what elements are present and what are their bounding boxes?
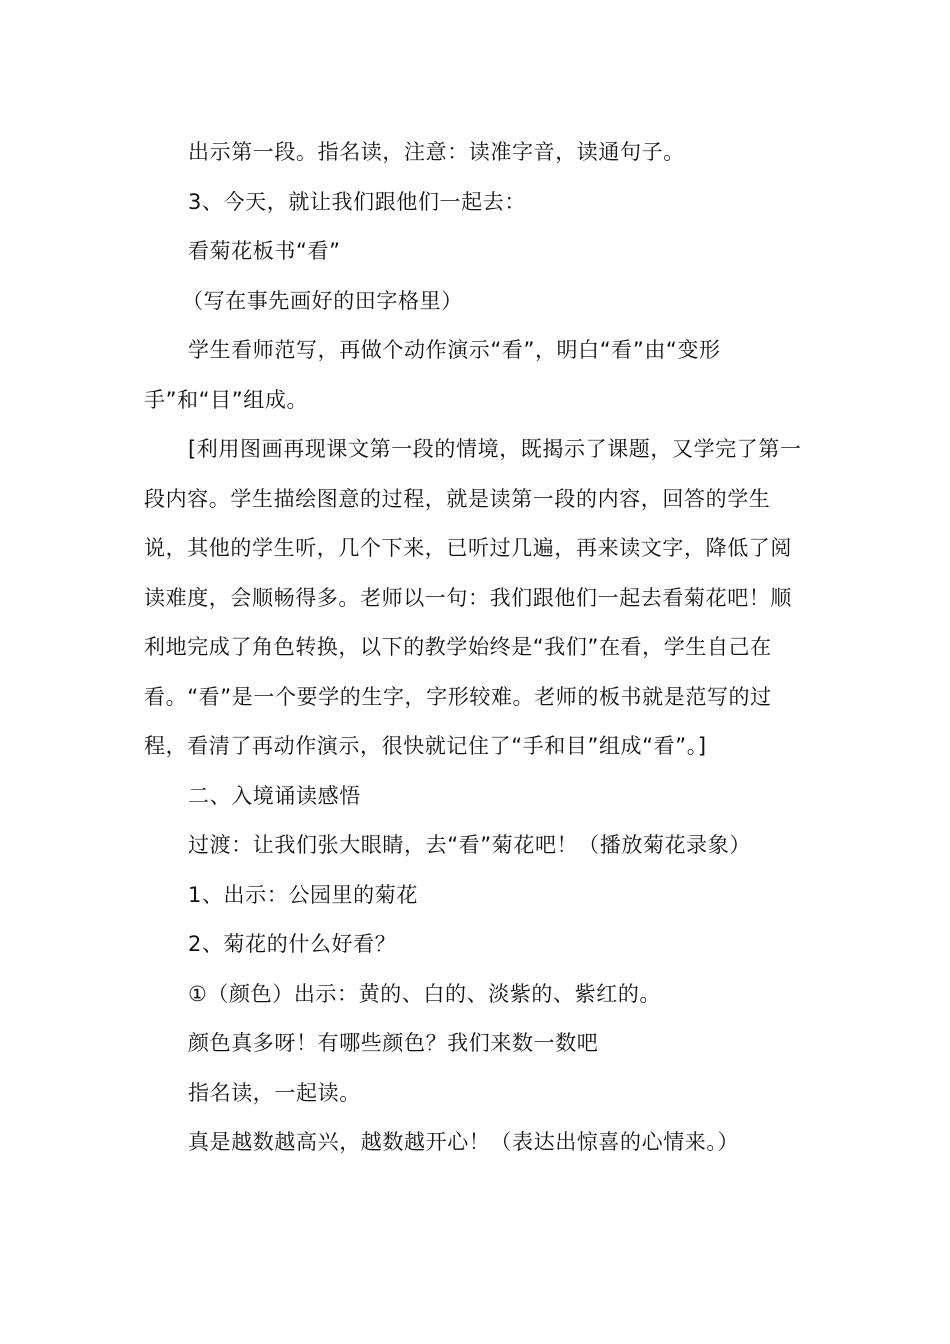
paragraph-12: 颜色真多呀！有哪些颜色？我们来数一数吧 [188, 1031, 599, 1055]
paragraph-14: 真是越数越高兴，越数越开心！（表达出惊喜的心情来。） [188, 1130, 740, 1154]
paragraph-5: 学生看师范写，再做个动作演示“看”，明白“看”由“变形手”和“目”组成。 [144, 338, 721, 412]
paragraph-10: 2、菊花的什么好看？ [188, 932, 397, 956]
paragraph-6: [利用图画再现课文第一段的情境，既揭示了课题，又学完了第一段内容。学生描绘图意的过程，就是读第一段的内容，回答的学生说，其他的学生听，几个下来，已听过几遍，再来读文字，降低了阅读难度，会顺畅得多。老师以一句：我们跟他们一起去看菊花吧！顺利地完成了角色转换，以下的教学始终是“我们”在看，学生自己在看。“看”是一个要学的生字，字形较难。老师的板书就是范写的过程，看清了再动作演示，很快就记住了“手和目”组成“看”。] [144, 437, 802, 758]
paragraph-8: 过渡：让我们张大眼睛，去“看”菊花吧！（播放菊花录象） [188, 833, 751, 857]
paragraph-11: ①（颜色）出示：黄的、白的、淡紫的、紫红的。 [188, 981, 662, 1006]
paragraph-3: 看菊花板书“看” [188, 239, 341, 263]
paragraph-2: 3、今天，就让我们跟他们一起去： [188, 189, 526, 214]
paragraph-1: 出示第一段。指名读，注意：读准字音，读通句子。 [188, 140, 685, 164]
paragraph-13: 指名读，一起读。 [188, 1080, 361, 1105]
paragraph-7: 二、入境诵读感悟 [188, 783, 361, 808]
document-body [144, 128, 806, 1168]
paragraph-4: （写在事先画好的田字格里） [182, 288, 463, 313]
paragraph-9: 1、出示：公园里的菊花 [188, 882, 418, 907]
